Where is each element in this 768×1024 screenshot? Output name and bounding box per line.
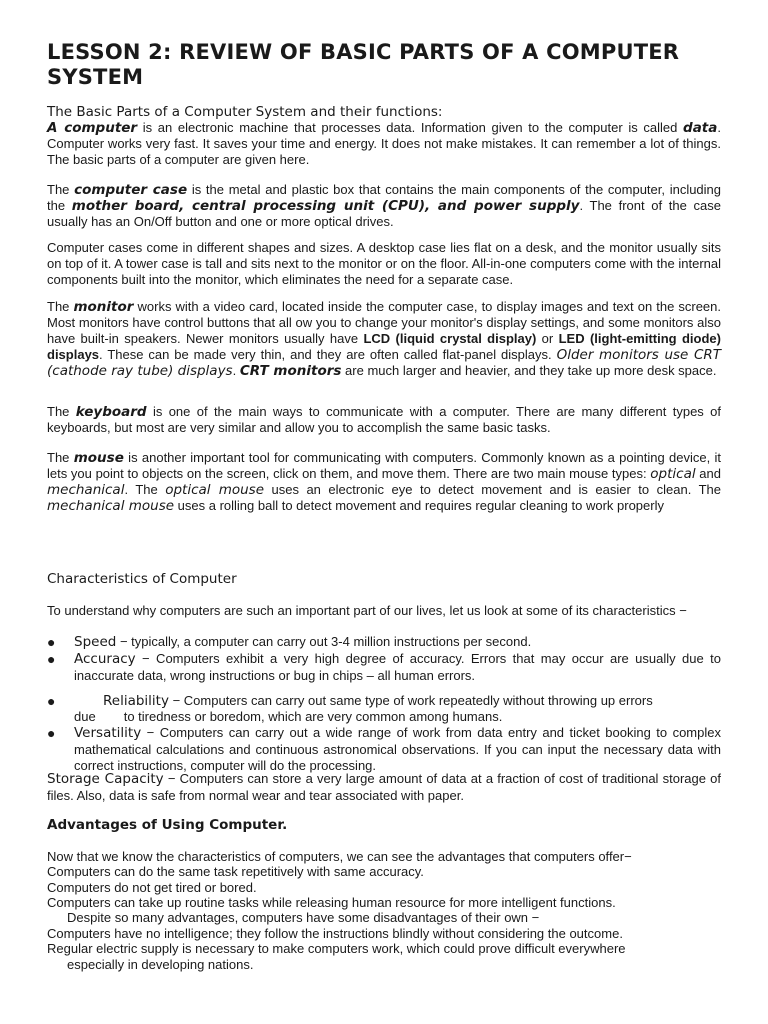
bullet-icon: ● bbox=[47, 651, 56, 667]
computer-case-paragraph: The computer case is the metal and plastic box that contains the main components of the computer, including the mother board, central processing unit (CPU), and power supply. The front of the case usually has an On/Off button and one or more optical drives. bbox=[47, 182, 722, 229]
advantage-item: Computers can take up routine tasks while releasing human resource for more intelligent functions. bbox=[47, 895, 616, 910]
disadvantage-item: Computers have no intelligence; they follow the instructions blindly without considering the outcome. bbox=[47, 926, 623, 941]
advantage-item: Computers do not get tired or bored. bbox=[47, 880, 257, 895]
term-crt: CRT monitors bbox=[239, 363, 342, 379]
term-lcd: LCD (liquid crystal display) bbox=[363, 331, 537, 346]
intro-paragraph: A computer is an electronic machine that processes data. Information given to the computer is called data. Computer works very fast. It saves your time and energy. It does not make mistakes. It can remember a lot of things. The basic parts of a computer are given here. bbox=[47, 120, 721, 167]
bullet-icon: ● bbox=[47, 725, 56, 741]
intro-heading: The Basic Parts of a Computer System and their functions: bbox=[47, 104, 443, 120]
storage-capacity-item: Storage Capacity − Computers can store a very large amount of data at a fraction of cost of traditional storage of files. Also, data is safe from normal wear and tear associated with paper. bbox=[47, 771, 721, 803]
list-item-versatility: ● Versatility − Computers can carry out a wide range of work from data entry and ticket booking to complex mathematical calculations and continuous astronomical observations. If you can input the necessary data with correct instructions, computer will do the processing. bbox=[47, 725, 721, 773]
term-monitor: monitor bbox=[73, 299, 134, 315]
advantages-heading: Advantages of Using Computer. bbox=[47, 817, 288, 833]
keyboard-paragraph: The keyboard is one of the main ways to communicate with a computer. There are many different types of keyboards, but most are very similar and allow you to accomplish the same basic tasks. bbox=[47, 404, 721, 435]
disadvantage-item: Regular electric supply is necessary to make computers work, which could prove difficult everywhere bbox=[47, 941, 626, 956]
term-components: mother board, central processing unit (CPU), and power supply bbox=[71, 198, 580, 214]
list-item-accuracy: ● Accuracy − Computers exhibit a very high degree of accuracy. Errors that may occur are usually due to inaccurate data, wrong instructions or bug in chips – all human errors. bbox=[47, 651, 721, 683]
list-item-reliability: ● Reliability − Computers can carry out same type of work repeatedly without throwing up errors due to tiredness or boredom, which are very common among humans. bbox=[47, 693, 653, 724]
term-data: data bbox=[683, 120, 718, 136]
term-keyboard: keyboard bbox=[75, 404, 147, 420]
bullet-icon: ● bbox=[47, 693, 56, 709]
bullet-icon: ● bbox=[47, 634, 56, 650]
characteristics-intro: To understand why computers are such an important part of our lives, let us look at some of its characteristics − bbox=[47, 603, 687, 618]
page-title: LESSON 2: REVIEW OF BASIC PARTS OF A COMPUTER SYSTEM bbox=[47, 40, 680, 89]
term-mouse: mouse bbox=[73, 450, 124, 466]
mouse-paragraph: The mouse is another important tool for communicating with computers. Commonly known as a pointing device, it lets you point to objects on the screen, click on them, and move them. There are two main mouse types: optical and mechanical. The optical mouse uses an electronic eye to detect movement and is easier to clean. The mechanical mouse uses a rolling ball to detect movement and requires regular cleaning to work properly bbox=[47, 450, 722, 514]
computer-cases-paragraph: Computer cases come in different shapes and sizes. A desktop case lies flat on a desk, and the monitor usually sits on top of it. A tower case is tall and sits next to the monitor or on the floor. All-in-one computers come with the internal components built into the monitor, which eliminates the need for a separate case. bbox=[47, 240, 721, 287]
advantage-item: Computers can do the same task repetitively with same accuracy. bbox=[47, 864, 424, 879]
advantages-intro: Now that we know the characteristics of computers, we can see the advantages that computers offer− bbox=[47, 849, 632, 864]
characteristics-heading: Characteristics of Computer bbox=[47, 571, 237, 587]
disadvantage-item-continued: especially in developing nations. bbox=[67, 957, 254, 972]
term-older-monitors: Older monitors use CRT (cathode ray tube) displays bbox=[47, 347, 721, 379]
list-item-speed: ● Speed − typically, a computer can carry out 3-4 million instructions per second. bbox=[47, 634, 532, 650]
term-computer: A computer bbox=[47, 120, 138, 136]
term-led: LED (light-emitting diode) displays bbox=[47, 331, 721, 362]
term-computer-case: computer case bbox=[74, 182, 188, 198]
monitor-paragraph: The monitor works with a video card, located inside the computer case, to display images and text on the screen. Most monitors have control buttons that all ow you to change your monitor's display settings, and some monitors also have built-in speakers. Newer monitors usually have LCD (liquid crystal display) or LED (light-emitting diode) displays. These can be made very thin, and they are often called flat-panel displays. Older monitors use CRT (cathode ray tube) displays. CRT monitors are much larger and heavier, and they take up more desk space. bbox=[47, 299, 722, 379]
disadvantages-intro: Despite so many advantages, computers have some disadvantages of their own − bbox=[67, 910, 540, 925]
